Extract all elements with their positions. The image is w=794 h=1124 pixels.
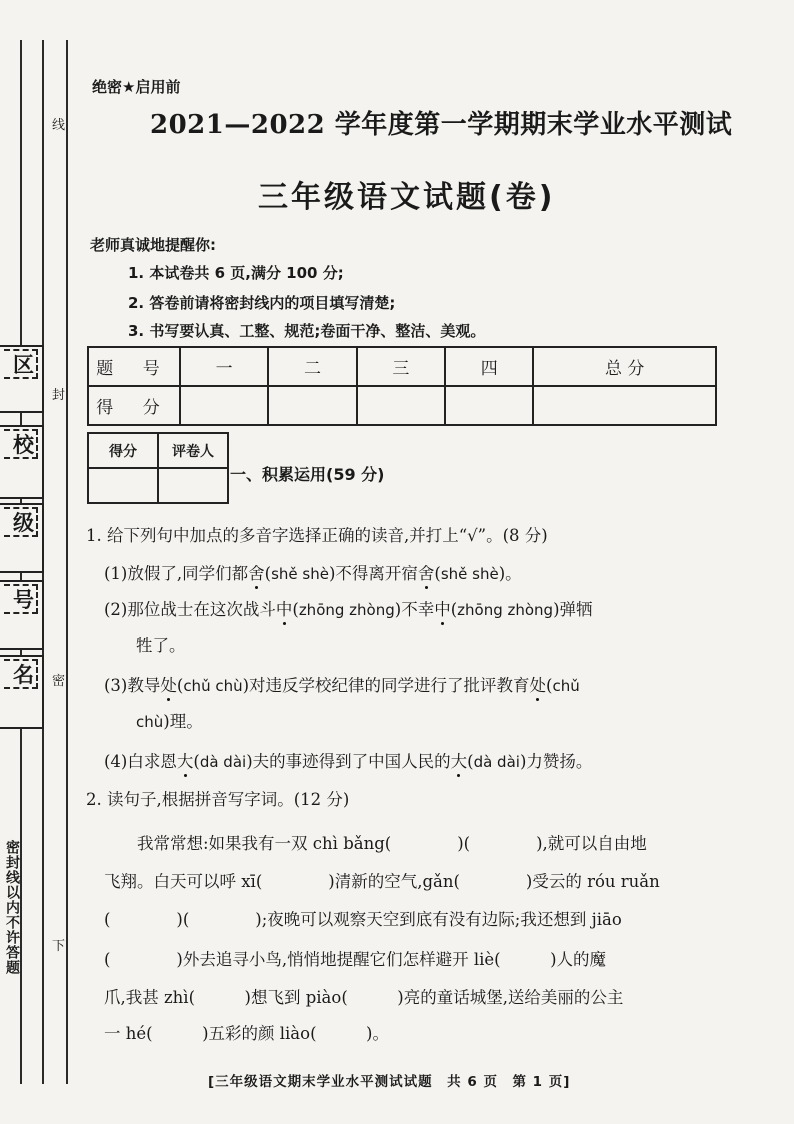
exam-title: 2021—2022 学年度第一学期期末学业水平测试 xyxy=(150,110,733,140)
score-table xyxy=(87,346,717,426)
side-label: 区 xyxy=(4,349,38,379)
question-item xyxy=(104,600,593,620)
page-footer: [三年级语文期末学业水平测试试题 共 6 页 第 1 页] xyxy=(208,1074,571,1090)
item-text: ( xyxy=(434,564,441,583)
pinyin-options[interactable]: chù xyxy=(136,713,164,731)
score-col: 一 xyxy=(180,347,268,386)
item-text: (4)白求恩 xyxy=(104,752,177,771)
item-text: (3)教导 xyxy=(104,676,161,695)
rule-item: 3. 书写要认真、工整、规范;卷面干净、整洁、美观。 xyxy=(128,322,486,340)
grader-name-cell[interactable] xyxy=(158,468,228,503)
side-label: 名 xyxy=(4,659,38,689)
passage-line[interactable]: 飞翔。白天可以呼 xī( )清新的空气,gǎn( )受云的 róu ruǎn xyxy=(104,872,660,891)
passage-line[interactable]: 我常常想:如果我有一双 chì bǎng( )( ),就可以自由地 xyxy=(104,834,647,853)
score-col: 总 分 xyxy=(533,347,716,386)
side-label: 号 xyxy=(4,584,38,614)
dotted-char: 中 xyxy=(275,600,293,619)
score-col: 三 xyxy=(357,347,445,386)
item-continuation xyxy=(136,712,203,732)
passage-line[interactable]: 爪,我甚 zhì( )想飞到 piào( )亮的童话城堡,送给美丽的公主 xyxy=(104,988,624,1007)
seal-mark: 密 xyxy=(52,674,66,689)
dotted-char: 处 xyxy=(529,676,547,695)
score-cell[interactable] xyxy=(180,386,268,425)
dotted-char: 大 xyxy=(450,752,468,771)
rule-item: 1. 本试卷共 6 页,满分 100 分; xyxy=(128,264,344,282)
score-cell[interactable] xyxy=(268,386,356,425)
pinyin-options[interactable]: chǔ chù xyxy=(183,677,243,695)
seal-warning: 密封线以内不许答题 xyxy=(4,840,20,975)
item-text: (2)那位战士在这次战斗 xyxy=(104,600,276,619)
item-text: (1)放假了,同学们都 xyxy=(104,564,249,583)
grader-score-cell[interactable] xyxy=(88,468,158,503)
seal-mark: 封 xyxy=(52,388,66,403)
side-field-number xyxy=(0,580,44,650)
item-text: ( xyxy=(450,600,458,619)
item-text: ( xyxy=(292,600,299,619)
grader-name-label: 评卷人 xyxy=(158,433,228,468)
rule-item: 2. 答卷前请将密封线内的项目填写清楚; xyxy=(128,294,396,312)
item-text: ( xyxy=(467,752,474,771)
pinyin-options[interactable]: shě shè xyxy=(440,565,499,583)
score-col: 四 xyxy=(445,347,533,386)
question-item xyxy=(104,752,592,772)
item-text: )。 xyxy=(498,564,522,583)
grader-score-label: 得分 xyxy=(88,433,158,468)
dotted-char: 大 xyxy=(176,752,194,771)
binding-line xyxy=(66,40,68,1084)
section-heading: 一、积累运用(59 分) xyxy=(230,465,385,484)
dotted-char: 舍 xyxy=(248,564,265,583)
item-text: ( xyxy=(193,752,200,771)
pinyin-options[interactable]: dà dài xyxy=(199,753,247,771)
pinyin-options[interactable]: zhōng zhòng xyxy=(457,601,554,619)
item-text: )弹牺 xyxy=(553,600,593,619)
item-text: )对违反学校纪律的同学进行了批评教育 xyxy=(242,676,530,695)
confidential-note: 绝密★启用前 xyxy=(92,78,181,96)
item-text: )理。 xyxy=(163,712,203,731)
pinyin-options[interactable]: shě shè xyxy=(271,565,329,583)
question-item xyxy=(104,564,522,584)
item-text: ( xyxy=(264,564,272,583)
question-stem: 1. 给下列句中加点的多音字选择正确的读音,并打上“√”。(8 分) xyxy=(86,526,548,545)
dotted-char: 舍 xyxy=(417,564,435,583)
grader-table xyxy=(87,432,229,504)
item-text: ( xyxy=(176,676,184,695)
pinyin-options[interactable]: dà dài xyxy=(473,753,520,771)
item-text: )力赞扬。 xyxy=(519,752,593,771)
score-col: 二 xyxy=(268,347,356,386)
pinyin-options[interactable]: chǔ xyxy=(552,677,580,695)
side-field-district xyxy=(0,345,44,413)
dotted-char: 中 xyxy=(434,600,451,619)
question-stem: 2. 读句子,根据拼音写字词。(12 分) xyxy=(86,790,350,809)
exam-subtitle: 三年级语文试题(卷) xyxy=(258,180,556,215)
passage-line[interactable]: ( )( );夜晚可以观察天空到底有没有边际;我还想到 jiāo xyxy=(104,910,622,929)
seal-mark: 下 xyxy=(52,939,66,954)
side-field-name xyxy=(0,655,44,729)
dotted-char: 处 xyxy=(160,676,177,695)
side-field-school xyxy=(0,425,44,499)
pinyin-options[interactable]: zhōng zhòng xyxy=(298,601,395,619)
item-text: )夫的事迹得到了中国人民的 xyxy=(246,752,451,771)
score-table-header: 题 号 xyxy=(88,347,180,386)
question-item xyxy=(104,676,580,696)
side-label: 级 xyxy=(4,507,38,537)
score-cell[interactable] xyxy=(533,386,716,425)
item-text: )不得离开宿 xyxy=(328,564,418,583)
score-cell[interactable] xyxy=(445,386,533,425)
reminder-heading: 老师真诚地提醒你: xyxy=(90,236,216,254)
passage-line[interactable]: ( )外去追寻小鸟,悄悄地提醒它们怎样避开 liè( )人的魔 xyxy=(104,950,607,969)
item-text: )不幸 xyxy=(394,600,435,619)
side-label: 校 xyxy=(4,429,38,459)
seal-mark: 线 xyxy=(52,118,66,133)
score-table-header: 得 分 xyxy=(88,386,180,425)
item-text: ( xyxy=(546,676,553,695)
side-field-class xyxy=(0,503,44,573)
item-continuation: 牲了。 xyxy=(136,636,186,655)
score-cell[interactable] xyxy=(357,386,445,425)
passage-line[interactable]: 一 hé( )五彩的颜 liào( )。 xyxy=(104,1024,389,1043)
